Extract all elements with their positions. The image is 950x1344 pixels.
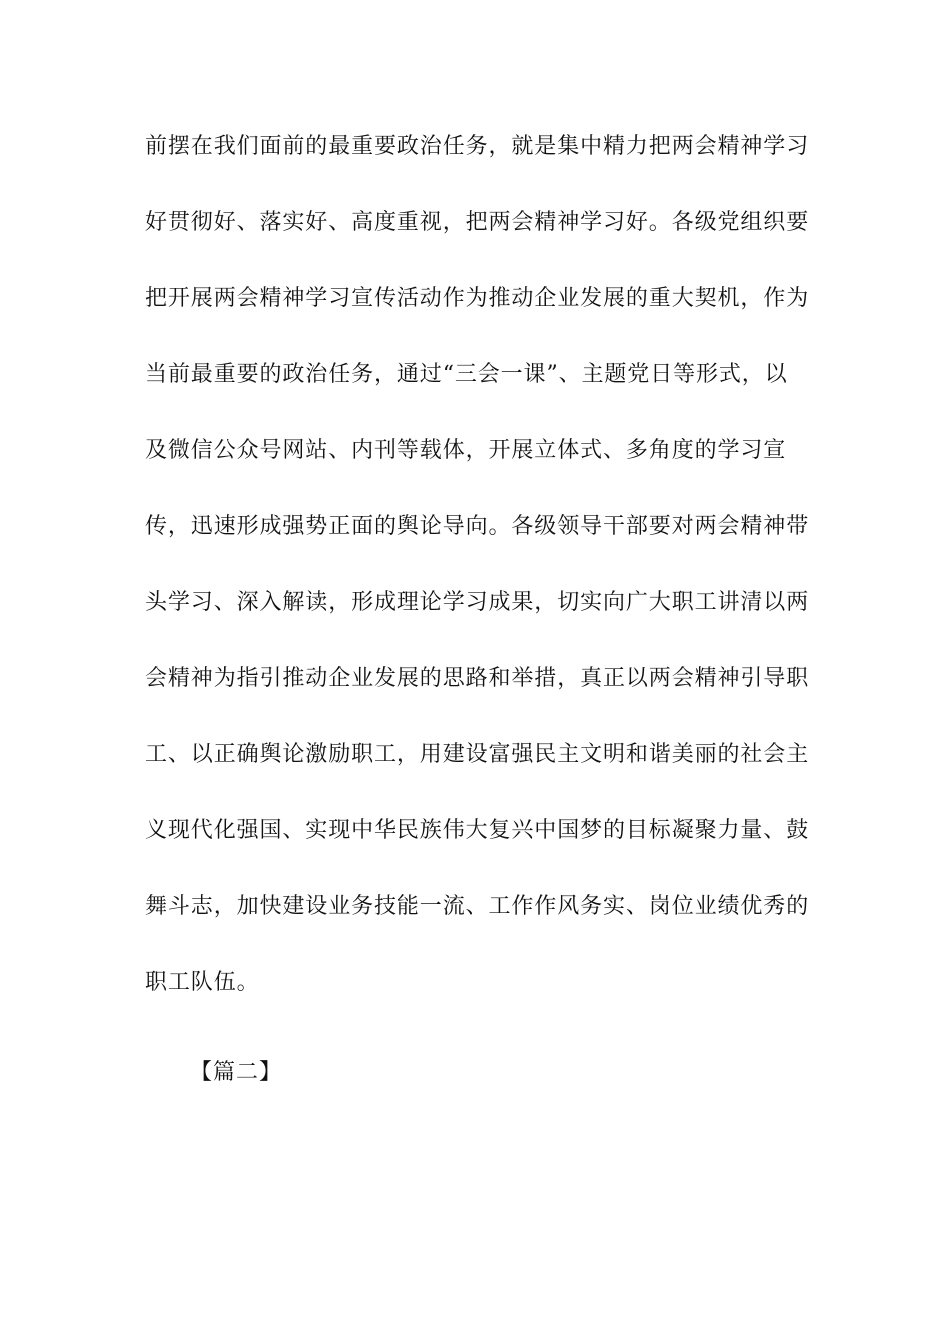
paragraph-line: 会精神为指引推动企业发展的思路和举措，真正以两会精神引导职 [145,666,810,691]
paragraph-line: 前摆在我们面前的最重要政治任务，就是集中精力把两会精神学习 [145,134,810,159]
paragraph-line: 义现代化强国、实现中华民族伟大复兴中国梦的目标凝聚力量、鼓 [145,818,810,843]
paragraph-line: 传，迅速形成强势正面的舆论导向。各级领导干部要对两会精神带 [145,514,810,539]
body-paragraph [145,132,810,1044]
paragraph-line: 职工队伍。 [145,970,260,995]
paragraph-line: 及微信公众号网站、内刊等载体，开展立体式、多角度的学习宣 [145,438,787,463]
paragraph-line: 头学习、深入解读，形成理论学习成果，切实向广大职工讲清以两 [145,590,810,615]
paragraph-line: 当前最重要的政治任务，通过“三会一课”、主题党日等形式，以 [145,362,788,387]
paragraph-line: 好贯彻好、落实好、高度重视，把两会精神学习好。各级党组织要 [145,210,810,235]
section-heading: 【篇二】 [190,1060,283,1085]
paragraph-line: 工、以正确舆论激励职工，用建设富强民主文明和谐美丽的社会主 [145,742,810,767]
paragraph-line: 把开展两会精神学习宣传活动作为推动企业发展的重大契机，作为 [145,286,810,311]
paragraph-line: 舞斗志，加快建设业务技能一流、工作作风务实、岗位业绩优秀的 [145,894,810,919]
